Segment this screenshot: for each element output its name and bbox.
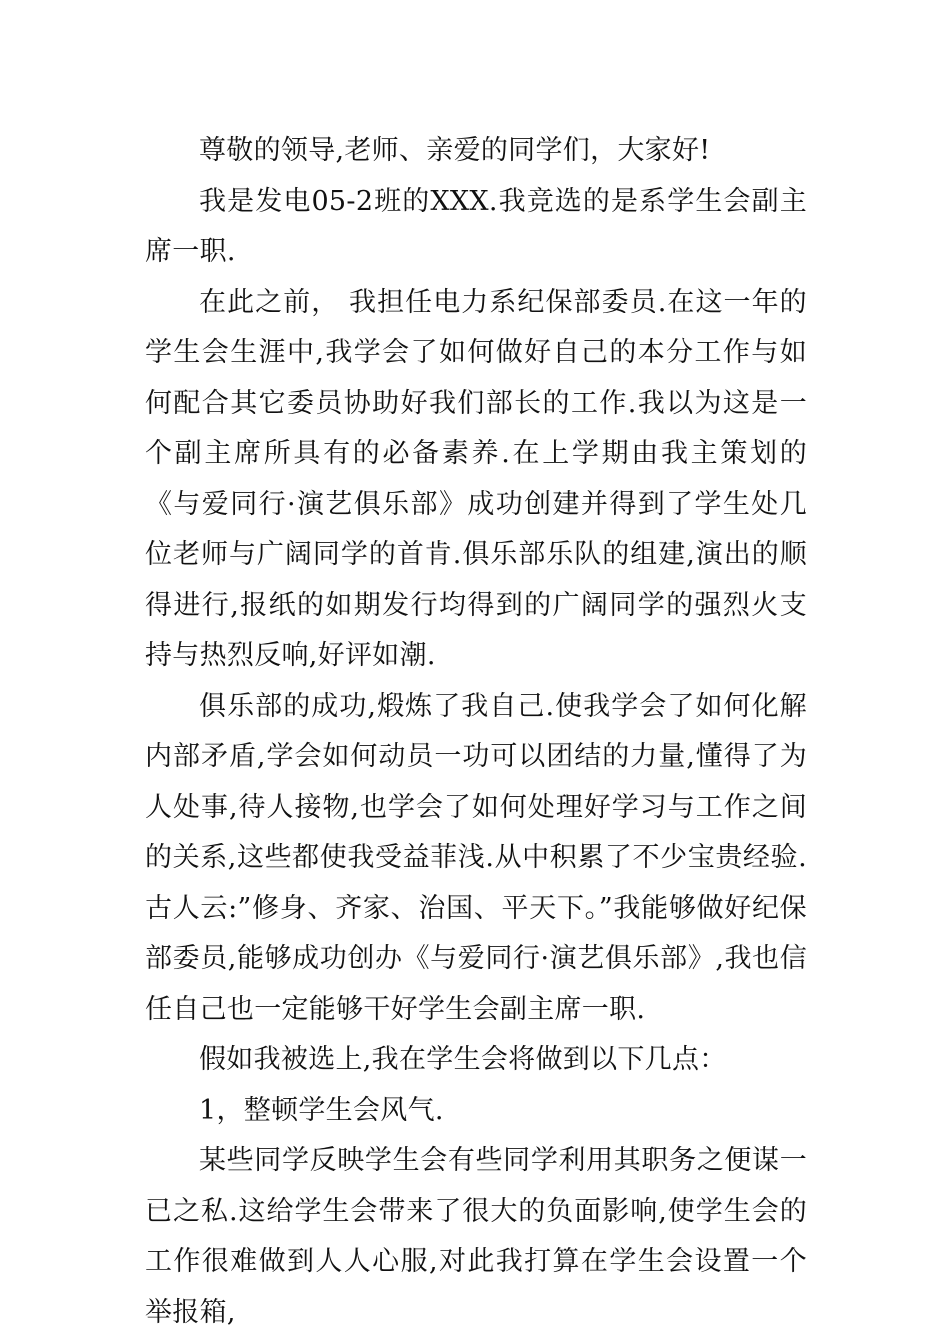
paragraph-club-success: 俱乐部的成功,煅炼了我自己.使我学会了如何化解内部矛盾,学会如何动员一功可以团结的力量,懂得了为人处事,待人接物,也学会了如何处理好学习与工作之间的关系,这些都使我受益菲浅.从中积累了不少宝贵经验.古人云:”修身、齐家、治国、平天下。”我能够做好纪保部委员,能够成功创办《与爱同行·演艺俱乐部》,我也信任自己也一定能够干好学生会副主席一职. bbox=[145, 690, 807, 1025]
paragraph-introduction: 我是发电05-2班的XXX.我竞选的是系学生会副主席一职. bbox=[145, 185, 807, 267]
paragraph-plan-item-1: 1，整顿学生会风气. bbox=[199, 1094, 444, 1126]
paragraph-plan-intro: 假如我被选上,我在学生会将做到以下几点： bbox=[199, 1044, 727, 1075]
document-body bbox=[145, 126, 807, 1338]
paragraph-greeting: 尊敬的领导,老师、亲爱的同学们，大家好! bbox=[199, 135, 711, 166]
paragraph-experience: 在此之前， 我担任电力系纪保部委员.在这一年的学生会生涯中,我学会了如何做好自己的本分工作与如何配合其它委员协助好我们部长的工作.我以为这是一个副主席所具有的必备素养.在上学期由我主策划的《与爱同行·演艺俱乐部》成功创建并得到了学生处几位老师与广阔同学的首肯.俱乐部乐队的组建,演出的顺得进行,报纸的如期发行均得到的广阔同学的强烈火支持与热烈反响,好评如潮. bbox=[145, 286, 807, 671]
paragraph-plan-detail: 某些同学反映学生会有些同学利用其职务之便谋一已之私.这给学生会带来了很大的负面影响,使学生会的工作很难做到人人心服,对此我打算在学生会设置一个举报箱, bbox=[145, 1145, 807, 1328]
